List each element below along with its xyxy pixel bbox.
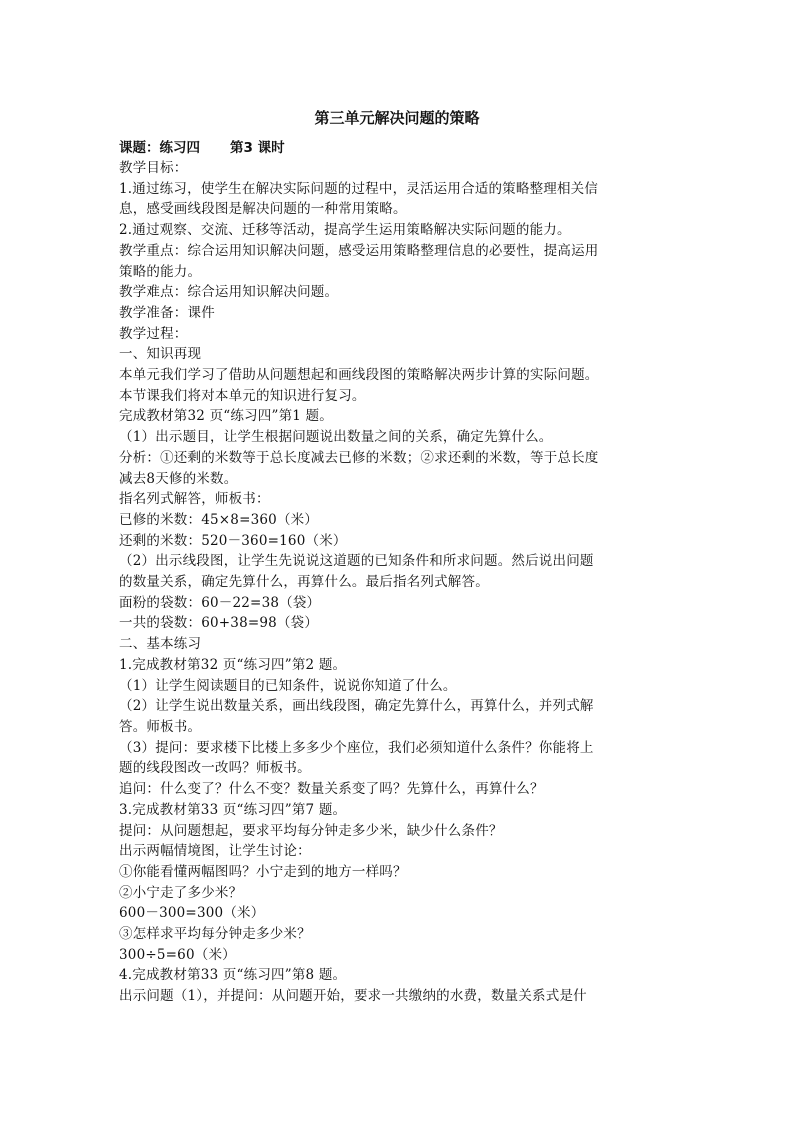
lesson-topic: 课题：练习四 xyxy=(119,140,200,156)
text-line: 3.完成教材第33 页“练习四”第7 题。 xyxy=(119,801,347,818)
text-line: （3）提问：要求楼下比楼上多多少个座位，我们必须知道什么条件？你能将上 xyxy=(119,739,594,756)
text-line: 面粉的袋数：60－22=38（袋） xyxy=(119,594,321,611)
text-line: ②小宁走了多少米？ xyxy=(119,884,243,901)
text-line: 已修的米数：45×8=360（米） xyxy=(119,511,319,528)
text-line: 600－300=300（米） xyxy=(119,905,265,922)
text-line: 教学重点：综合运用知识解决问题，感受运用策略整理信息的必要性，提高运用 xyxy=(119,242,599,259)
text-line: 一、知识再现 xyxy=(119,346,202,363)
text-line: 出示两幅情境图，让学生讨论： xyxy=(119,843,311,860)
text-line: 出示问题（1），并提问：从问题开始，要求一共缴纳的水费，数量关系式是什 xyxy=(119,988,587,1005)
text-line: 减去8天修的米数。 xyxy=(119,470,238,487)
text-line: （2）出示线段图，让学生先说说这道题的已知条件和所求问题。然后说出问题 xyxy=(119,553,594,570)
text-line: 分析：①还剩的米数等于总长度减去已修的米数；②求还剩的米数，等于总长度 xyxy=(119,449,599,466)
text-line: 4.完成教材第33 页“练习四”第8 题。 xyxy=(119,967,347,984)
text-line: 策略的能力。 xyxy=(119,263,202,280)
text-line: 指名列式解答，师板书： xyxy=(119,491,270,508)
text-line: 300÷5=60（米） xyxy=(119,946,236,963)
text-line: 题的线段图改一改吗？师板书。 xyxy=(119,760,311,777)
text-line: ①你能看懂两幅图吗？小宁走到的地方一样吗？ xyxy=(119,863,407,880)
text-line: 1.通过练习，使学生在解决实际问题的过程中，灵活运用合适的策略整理相关信 xyxy=(119,180,599,197)
text-line: 还剩的米数：520－360=160（米） xyxy=(119,532,347,549)
text-line: ③怎样求平均每分钟走多少米？ xyxy=(119,926,311,943)
text-line: 本节课我们将对本单元的知识进行复习。 xyxy=(119,387,366,404)
text-line: 教学过程： xyxy=(119,325,188,342)
text-line: 教学准备：课件 xyxy=(119,304,215,321)
text-line: （2）让学生说出数量关系，画出线段图，确定先算什么，再算什么，并列式解 xyxy=(119,698,594,715)
text-line: （1）出示题目，让学生根据问题说出数量之间的关系，确定先算什么。 xyxy=(119,429,553,446)
text-line: （1）让学生阅读题目的已知条件，说说你知道了什么。 xyxy=(119,677,457,694)
document-body xyxy=(119,158,681,1007)
text-line: 二、基本练习 xyxy=(119,636,202,653)
text-line: 提问：从问题想起，要求平均每分钟走多少米，缺少什么条件？ xyxy=(119,822,503,839)
text-line: 1.完成教材第32 页“练习四”第2 题。 xyxy=(119,656,347,673)
text-line: 追问：什么变了？什么不变？数量关系变了吗？先算什么，再算什么？ xyxy=(119,781,544,798)
text-line: 的数量关系，确定先算什么，再算什么。最后指名列式解答。 xyxy=(119,574,489,591)
text-line: 教学难点：综合运用知识解决问题。 xyxy=(119,284,339,301)
text-line: 答。师板书。 xyxy=(119,718,202,735)
lesson-header xyxy=(119,138,285,158)
text-line: 息，感受画线段图是解决问题的一种常用策略。 xyxy=(119,201,407,218)
text-line: 教学目标： xyxy=(119,160,188,176)
text-line: 2.通过观察、交流、迁移等活动，提高学生运用策略解决实际问题的能力。 xyxy=(119,222,571,239)
text-line: 完成教材第32 页“练习四”第1 题。 xyxy=(119,408,333,425)
text-line: 一共的袋数：60+38=98（袋） xyxy=(119,615,319,632)
document-title: 第三单元解决问题的策略 xyxy=(314,109,480,127)
lesson-period: 第3 课时 xyxy=(230,140,285,156)
text-line: 本单元我们学习了借助从问题想起和画线段图的策略解决两步计算的实际问题。 xyxy=(119,367,599,384)
